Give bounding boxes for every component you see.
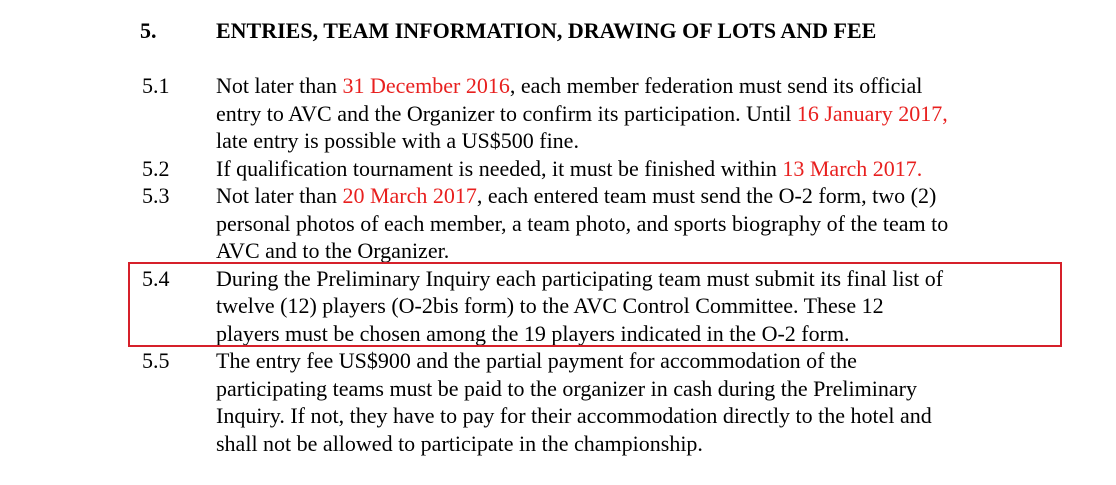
section-title: ENTRIES, TEAM INFORMATION, DRAWING OF LOTS AND FEE: [216, 18, 877, 43]
item-text: [216, 265, 1046, 348]
text-line: [216, 430, 1046, 458]
text-segment: The entry fee US$900 and the partial payment for accommodation of the: [216, 348, 857, 373]
text-line: [216, 265, 1046, 293]
date-highlight: 20 March 2017: [342, 183, 477, 208]
item-text: [216, 347, 1046, 457]
section-number: 5.: [140, 18, 157, 43]
text-segment: players must be chosen among the 19 players indicated in the O-2 form.: [216, 320, 850, 346]
text-line: [216, 347, 1046, 375]
text-line: [216, 182, 1046, 210]
text-segment: late entry is possible with a US$500 fine.: [216, 128, 579, 153]
text-segment: participating teams must be paid to the organizer in cash during the Preliminary: [216, 375, 917, 401]
text-line: [216, 155, 1046, 183]
text-segment: shall not be allowed to participate in the championship.: [216, 430, 703, 456]
text-segment: , each member federation must send its official: [509, 73, 923, 98]
date-highlight: 31 December 2016: [342, 73, 510, 98]
text-segment: twelve (12) players (O-2bis form) to the AVC Control Committee. These 12: [216, 293, 884, 318]
text-segment: , each entered team must send the O-2 form, two (2): [476, 183, 937, 208]
text-segment: AVC and to the Organizer.: [216, 238, 450, 263]
text-segment: Inquiry. If not, they have to pay for their accommodation directly to the hotel and: [216, 403, 932, 428]
item-text: [216, 72, 1046, 155]
item-number: 5.1: [142, 73, 170, 98]
text-segment: Not later than: [216, 183, 343, 208]
item-number: 5.3: [142, 183, 170, 208]
section-item-5-1: [0, 72, 1116, 155]
item-number: 5.2: [142, 155, 170, 181]
text-segment: Not later than: [216, 73, 343, 98]
section-item-5-2: [0, 155, 1116, 183]
item-text: [216, 182, 1046, 265]
item-number: 5.5: [142, 348, 170, 373]
text-line: [216, 402, 1046, 430]
text-line: [216, 237, 1046, 265]
date-highlight: 13 March 2017.: [782, 155, 923, 181]
section-item-5-5: [0, 347, 1116, 457]
item-number: 5.4: [142, 265, 170, 291]
text-line: [216, 292, 1046, 320]
text-line: [216, 100, 1046, 128]
text-segment: If qualification tournament is needed, it must be finished within: [216, 155, 783, 181]
section-item-5-3: [0, 182, 1116, 265]
section-items: [0, 72, 1116, 457]
date-highlight: 16 January 2017,: [796, 100, 948, 126]
text-line: [216, 127, 1046, 155]
text-line: [216, 210, 1046, 238]
text-segment: During the Preliminary Inquiry each participating team must submit its final list of: [216, 265, 944, 291]
text-line: [216, 320, 1046, 348]
text-segment: personal photos of each member, a team photo, and sports biography of the team to: [216, 210, 949, 236]
text-line: [216, 72, 1046, 100]
text-line: [216, 375, 1046, 403]
item-text: [216, 155, 1046, 183]
text-segment: entry to AVC and the Organizer to confirm its participation. Until: [216, 100, 797, 126]
section-item-5-4: [0, 265, 1116, 348]
